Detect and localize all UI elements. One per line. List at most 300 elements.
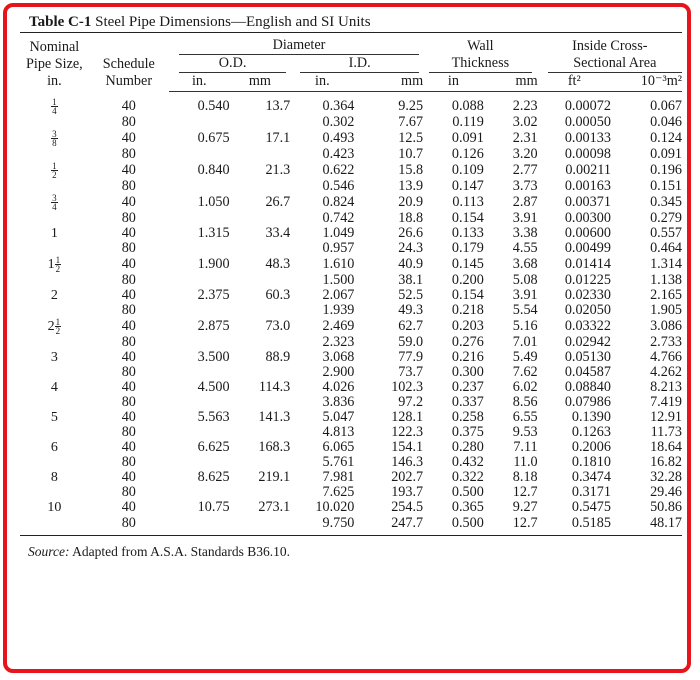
fraction-denominator: 4: [52, 105, 57, 116]
area-m2-cell: 1.905: [650, 301, 682, 318]
od-in-cell: [169, 395, 230, 410]
od-mm-cell: [230, 365, 291, 380]
table-row: [20, 211, 682, 226]
od-in-cell: [169, 179, 230, 194]
nominal-size-cell: [20, 303, 89, 318]
od-in-cell: [169, 211, 230, 226]
table-row: [20, 303, 682, 318]
od-mm-cell: [230, 273, 291, 288]
unit-id-in: in.: [290, 73, 354, 92]
schedule-cell: 40: [121, 348, 136, 365]
wall-mm-cell: 7.01: [512, 333, 538, 350]
wall-in-cell: 0.375: [451, 424, 484, 441]
nominal-size-cell: [20, 515, 89, 530]
table-row: [20, 410, 682, 425]
id-in-cell: 0.364: [322, 97, 355, 114]
fraction-denominator: 2: [55, 325, 61, 336]
area-ft2-cell: 0.05130: [564, 348, 611, 365]
wall-mm-cell: 3.20: [512, 145, 538, 162]
nominal-size-cell: [20, 425, 89, 440]
unit-id-mm: mm: [354, 73, 423, 92]
wall-in-cell: 0.280: [451, 439, 484, 456]
wall-mm-cell: 9.53: [512, 424, 538, 441]
unit-wall-mm: mm: [484, 73, 538, 92]
schedule-cell: 80: [121, 364, 136, 381]
wall-in-cell: 0.276: [451, 333, 484, 350]
size-fraction: [51, 98, 58, 115]
wall-mm-cell: 7.62: [512, 364, 538, 381]
wall-mm-cell: 5.16: [512, 317, 538, 334]
od-in-cell: [169, 485, 230, 500]
area-ft2-cell: 0.5475: [571, 499, 611, 516]
id-mm-cell: 73.7: [398, 364, 424, 381]
size-fraction: [51, 194, 58, 211]
nominal-size-cell: [20, 162, 89, 179]
od-in-cell: 2.875: [197, 317, 230, 334]
id-mm-cell: 26.6: [398, 224, 424, 241]
nominal-size-cell: [20, 500, 89, 515]
wall-in-cell: 0.300: [451, 364, 484, 381]
od-in-cell: [169, 425, 230, 440]
od-in-cell: 2.375: [197, 286, 230, 303]
schedule-cell: 80: [121, 333, 136, 350]
area-m2-cell: 0.279: [650, 209, 682, 226]
id-in-cell: 0.622: [322, 161, 355, 178]
wall-mm-cell: 8.18: [512, 469, 538, 486]
pipe-dimensions-table: [20, 33, 682, 531]
od-in-cell: [169, 455, 230, 470]
schedule-cell: 80: [121, 424, 136, 441]
wall-in-cell: 0.091: [451, 129, 484, 146]
fraction-numerator: 1: [52, 160, 57, 171]
wall-mm-cell: 3.91: [512, 209, 538, 226]
schedule-cell: 80: [121, 239, 136, 256]
table-row: [20, 395, 682, 410]
area-m2-cell: 0.091: [650, 145, 682, 162]
area-m2-cell: 3.086: [650, 317, 682, 334]
id-in-cell: 3.836: [322, 394, 355, 411]
nominal-size-cell: [20, 241, 89, 256]
id-in-cell: 1.500: [322, 271, 355, 288]
wall-mm-cell: 5.08: [512, 271, 538, 288]
table-row: [20, 241, 682, 256]
unit-area-ft2: ft²: [538, 73, 611, 92]
fraction-denominator: 4: [52, 201, 57, 212]
od-in-cell: 3.500: [197, 348, 230, 365]
wall-in-cell: 0.119: [452, 113, 484, 130]
id-in-cell: 1.610: [322, 255, 355, 272]
size-whole: 3: [50, 349, 58, 365]
area-ft2-cell: 0.01225: [564, 271, 611, 288]
wall-in-cell: 0.258: [451, 409, 484, 426]
area-ft2-cell: 0.00163: [564, 177, 611, 194]
area-ft2-cell: 0.00072: [564, 97, 611, 114]
schedule-cell: 80: [121, 484, 136, 501]
wall-in-cell: 0.218: [451, 301, 484, 318]
nominal-size-cell: [20, 256, 89, 273]
table-row: [20, 515, 682, 530]
nominal-size-cell: [20, 410, 89, 425]
id-mm-cell: 10.7: [398, 145, 424, 162]
od-in-cell: [169, 147, 230, 162]
wall-mm-cell: 6.55: [512, 409, 538, 426]
id-mm-cell: 193.7: [391, 484, 424, 501]
schedule-cell: 40: [121, 499, 136, 516]
od-in-cell: [169, 241, 230, 256]
area-ft2-cell: 0.03322: [564, 317, 611, 334]
id-mm-cell: 49.3: [398, 301, 424, 318]
table-row: [20, 365, 682, 380]
nominal-size-cell: [20, 147, 89, 162]
nominal-size-cell: [20, 115, 89, 130]
wall-in-cell: 0.365: [451, 499, 484, 516]
wall-mm-cell: 3.91: [512, 286, 538, 303]
od-in-cell: [169, 273, 230, 288]
od-mm-cell: 26.7: [265, 193, 291, 210]
schedule-cell: 40: [121, 161, 136, 178]
od-in-cell: [169, 515, 230, 530]
wall-mm-cell: 3.68: [512, 255, 538, 272]
id-in-cell: 0.742: [322, 209, 355, 226]
table-caption: [29, 12, 682, 32]
schedule-cell: 80: [121, 301, 136, 318]
area-ft2-cell: 0.3171: [571, 484, 611, 501]
fraction-numerator: 1: [55, 254, 61, 265]
od-mm-cell: [230, 303, 291, 318]
table-row: [20, 162, 682, 179]
od-mm-cell: 141.3: [258, 409, 291, 426]
nominal-size-cell: [20, 485, 89, 500]
area-ft2-cell: 0.08840: [564, 379, 611, 396]
od-mm-cell: [230, 485, 291, 500]
fraction-numerator: 3: [52, 128, 57, 139]
table-row: [20, 455, 682, 470]
size-fraction: [55, 318, 62, 335]
nominal-size-cell: [20, 318, 89, 335]
area-m2-cell: 0.151: [650, 177, 682, 194]
area-ft2-cell: 0.1390: [571, 409, 611, 426]
area-ft2-cell: 0.00050: [564, 113, 611, 130]
area-ft2-cell: 0.00371: [564, 193, 611, 210]
area-m2-cell: 0.557: [650, 224, 682, 241]
nominal-size-cell: [20, 288, 89, 303]
area-ft2-cell: 0.00499: [564, 239, 611, 256]
od-mm-cell: 219.1: [258, 469, 291, 486]
schedule-cell: 80: [121, 514, 136, 531]
nominal-size-cell: [20, 226, 89, 241]
id-in-cell: 0.493: [322, 129, 355, 146]
area-m2-cell: 7.419: [650, 394, 682, 411]
od-mm-cell: [230, 211, 291, 226]
area-ft2-cell: 0.00211: [565, 161, 611, 178]
area-ft2-cell: 0.00133: [564, 129, 611, 146]
od-in-cell: [169, 365, 230, 380]
od-mm-cell: 48.3: [265, 255, 291, 272]
area-header: Inside Cross- Sectional Area: [538, 33, 682, 73]
fraction-numerator: 1: [55, 316, 61, 327]
id-mm-cell: 202.7: [391, 469, 424, 486]
od-mm-cell: [230, 395, 291, 410]
id-in-cell: 0.302: [322, 113, 355, 130]
area-m2-cell: 1.314: [650, 255, 682, 272]
od-mm-cell: [230, 147, 291, 162]
wall-mm-cell: 12.7: [512, 514, 538, 531]
size-whole: 10: [47, 500, 62, 516]
unit-area-m2: 10⁻³m²: [611, 73, 682, 92]
schedule-cell: 40: [121, 286, 136, 303]
fraction-denominator: 2: [52, 169, 57, 180]
area-m2-cell: 0.046: [650, 113, 682, 130]
id-mm-cell: 102.3: [391, 379, 424, 396]
size-fraction: [51, 130, 58, 147]
table-row: [20, 485, 682, 500]
schedule-cell: 80: [121, 454, 136, 471]
table-row: [20, 115, 682, 130]
area-m2-cell: 1.138: [650, 271, 682, 288]
area-ft2-cell: 0.00098: [564, 145, 611, 162]
id-in-cell: 3.068: [322, 348, 355, 365]
id-mm-cell: 128.1: [391, 409, 424, 426]
id-in-cell: 0.824: [322, 193, 355, 210]
table-row: [20, 335, 682, 350]
schedule-cell: 80: [121, 209, 136, 226]
id-in-cell: 2.469: [322, 317, 355, 334]
id-in-cell: 2.067: [322, 286, 355, 303]
od-mm-cell: 21.3: [265, 161, 291, 178]
schedule-cell: 40: [121, 255, 136, 272]
source-text: Adapted from A.S.A. Standards B36.10.: [69, 543, 290, 559]
area-m2-cell: 0.067: [650, 97, 682, 114]
wall-header: Wall Thickness: [423, 33, 538, 73]
area-m2-cell: 50.86: [650, 499, 682, 516]
wall-mm-cell: 5.54: [512, 301, 538, 318]
area-ft2-cell: 0.5185: [571, 514, 611, 531]
wall-in-cell: 0.432: [451, 454, 484, 471]
wall-in-cell: 0.109: [451, 161, 484, 178]
area-m2-cell: 8.213: [650, 379, 682, 396]
area-m2-cell: 4.262: [650, 364, 682, 381]
table-row: [20, 350, 682, 365]
table-row: [20, 273, 682, 288]
id-in-cell: 6.065: [322, 439, 355, 456]
id-mm-cell: 97.2: [398, 394, 424, 411]
id-mm-cell: 12.5: [398, 129, 424, 146]
table-body: [20, 92, 682, 531]
nominal-size-cell: [20, 380, 89, 395]
od-in-cell: 0.675: [197, 129, 230, 146]
id-mm-cell: 24.3: [398, 239, 424, 256]
od-mm-cell: [230, 455, 291, 470]
id-in-cell: 2.900: [322, 364, 355, 381]
wall-in-cell: 0.154: [451, 286, 484, 303]
schedule-cell: 40: [121, 469, 136, 486]
nominal-header: Nominal Pipe Size, in.: [25, 38, 83, 89]
nominal-size-cell: [20, 395, 89, 410]
od-header: O.D.: [169, 55, 290, 73]
schedule-cell: 40: [121, 317, 136, 334]
id-in-cell: 9.750: [322, 514, 355, 531]
od-in-cell: 8.625: [197, 469, 230, 486]
table-label: Table C-1: [29, 14, 92, 30]
area-ft2-cell: 0.04587: [564, 364, 611, 381]
od-in-cell: [169, 335, 230, 350]
size-whole: 6: [50, 440, 58, 456]
wall-in-cell: 0.237: [451, 379, 484, 396]
source-note: [28, 544, 682, 560]
id-in-cell: 10.020: [315, 499, 355, 516]
wall-mm-cell: 3.02: [512, 113, 538, 130]
wall-mm-cell: 2.77: [512, 161, 538, 178]
od-in-cell: 0.840: [197, 161, 230, 178]
area-ft2-cell: 0.00300: [564, 209, 611, 226]
unit-od-mm: mm: [230, 73, 291, 92]
schedule-cell: 80: [121, 394, 136, 411]
id-in-cell: 5.761: [322, 454, 355, 471]
schedule-cell: 40: [121, 379, 136, 396]
nominal-size-cell: [20, 92, 89, 115]
fraction-numerator: 3: [52, 192, 57, 203]
schedule-cell: 40: [121, 129, 136, 146]
nominal-size-cell: [20, 335, 89, 350]
table-row: [20, 500, 682, 515]
od-in-cell: 6.625: [197, 439, 230, 456]
od-mm-cell: 73.0: [265, 317, 291, 334]
id-in-cell: 0.957: [322, 239, 355, 256]
table-row: [20, 256, 682, 273]
area-m2-cell: 18.64: [650, 439, 682, 456]
size-whole: 2: [47, 318, 55, 334]
wall-in-cell: 0.145: [451, 255, 484, 272]
size-whole: 1: [47, 256, 55, 272]
od-mm-cell: [230, 515, 291, 530]
fraction-denominator: 8: [52, 137, 57, 148]
od-mm-cell: [230, 241, 291, 256]
od-mm-cell: 33.4: [265, 224, 291, 241]
wall-mm-cell: 5.49: [512, 348, 538, 365]
wall-mm-cell: 11.0: [513, 454, 538, 471]
table-row: [20, 226, 682, 241]
area-m2-cell: 16.82: [650, 454, 682, 471]
area-ft2-cell: 0.1810: [571, 454, 611, 471]
area-m2-cell: 0.464: [650, 239, 682, 256]
id-in-cell: 1.939: [322, 301, 355, 318]
wall-in-cell: 0.200: [451, 271, 484, 288]
size-fraction: [55, 256, 62, 273]
nominal-size-cell: [20, 179, 89, 194]
od-in-cell: 1.050: [197, 193, 230, 210]
area-m2-cell: 2.165: [650, 286, 682, 303]
id-mm-cell: 77.9: [398, 348, 424, 365]
wall-in-cell: 0.126: [451, 145, 484, 162]
area-ft2-cell: 0.00600: [564, 224, 611, 241]
id-in-cell: 0.546: [322, 177, 355, 194]
id-mm-cell: 9.25: [398, 97, 424, 114]
wall-in-cell: 0.337: [451, 394, 484, 411]
schedule-cell: 80: [121, 113, 136, 130]
od-mm-cell: 88.9: [265, 348, 291, 365]
size-whole: 1: [50, 225, 58, 241]
id-in-cell: 5.047: [322, 409, 355, 426]
wall-in-cell: 0.500: [451, 484, 484, 501]
table-row: [20, 92, 682, 115]
diameter-header: Diameter: [169, 33, 423, 55]
schedule-cell: 40: [121, 439, 136, 456]
area-ft2-cell: 0.2006: [571, 439, 611, 456]
area-ft2-cell: 0.1263: [571, 424, 611, 441]
wall-mm-cell: 3.38: [512, 224, 538, 241]
area-m2-cell: 48.17: [650, 514, 682, 531]
id-mm-cell: 154.1: [391, 439, 424, 456]
unit-wall-in: in: [423, 73, 484, 92]
size-whole: 5: [50, 410, 58, 426]
nominal-size-cell: [20, 470, 89, 485]
area-ft2-cell: 0.02942: [564, 333, 611, 350]
nominal-size-cell: [20, 365, 89, 380]
area-ft2-cell: 0.01414: [564, 255, 611, 272]
table-row: [20, 147, 682, 162]
od-in-cell: [169, 303, 230, 318]
id-mm-cell: 146.3: [391, 454, 424, 471]
area-m2-cell: 0.124: [650, 129, 682, 146]
schedule-cell: 80: [121, 177, 136, 194]
fraction-numerator: 1: [52, 96, 57, 107]
id-mm-cell: 52.5: [398, 286, 424, 303]
schedule-cell: 80: [121, 145, 136, 162]
table-row: [20, 318, 682, 335]
od-in-cell: 4.500: [197, 379, 230, 396]
area-m2-cell: 0.345: [650, 193, 682, 210]
wall-mm-cell: 9.27: [512, 499, 538, 516]
wall-in-cell: 0.500: [451, 514, 484, 531]
wall-mm-cell: 12.7: [512, 484, 538, 501]
schedule-cell: 40: [121, 193, 136, 210]
table-row: [20, 425, 682, 440]
wall-mm-cell: 2.23: [512, 97, 538, 114]
area-m2-cell: 11.73: [650, 424, 682, 441]
wall-mm-cell: 3.73: [512, 177, 538, 194]
wall-in-cell: 0.216: [451, 348, 484, 365]
table-row: [20, 288, 682, 303]
area-ft2-cell: 0.02050: [564, 301, 611, 318]
nominal-size-cell: [20, 273, 89, 288]
size-whole: 2: [50, 287, 58, 303]
id-mm-cell: 7.67: [398, 113, 424, 130]
od-in-cell: 10.75: [197, 499, 230, 516]
wall-in-cell: 0.203: [451, 317, 484, 334]
wall-mm-cell: 6.02: [512, 379, 538, 396]
area-m2-cell: 12.91: [650, 409, 682, 426]
od-mm-cell: [230, 115, 291, 130]
area-m2-cell: 29.46: [650, 484, 682, 501]
fraction-denominator: 2: [55, 263, 61, 274]
bottom-rule: [20, 535, 682, 536]
od-mm-cell: [230, 425, 291, 440]
od-in-cell: 5.563: [197, 409, 230, 426]
id-in-cell: 0.423: [322, 145, 355, 162]
table-row: [20, 130, 682, 147]
id-in-cell: 4.813: [322, 424, 355, 441]
id-mm-cell: 13.9: [398, 177, 424, 194]
id-mm-cell: 247.7: [391, 514, 424, 531]
wall-mm-cell: 2.31: [512, 129, 538, 146]
od-in-cell: [169, 115, 230, 130]
id-in-cell: 2.323: [322, 333, 355, 350]
schedule-header: Schedule Number: [102, 55, 155, 89]
id-mm-cell: 122.3: [391, 424, 424, 441]
wall-in-cell: 0.133: [451, 224, 484, 241]
unit-od-in: in.: [169, 73, 230, 92]
size-whole: 8: [50, 470, 58, 486]
